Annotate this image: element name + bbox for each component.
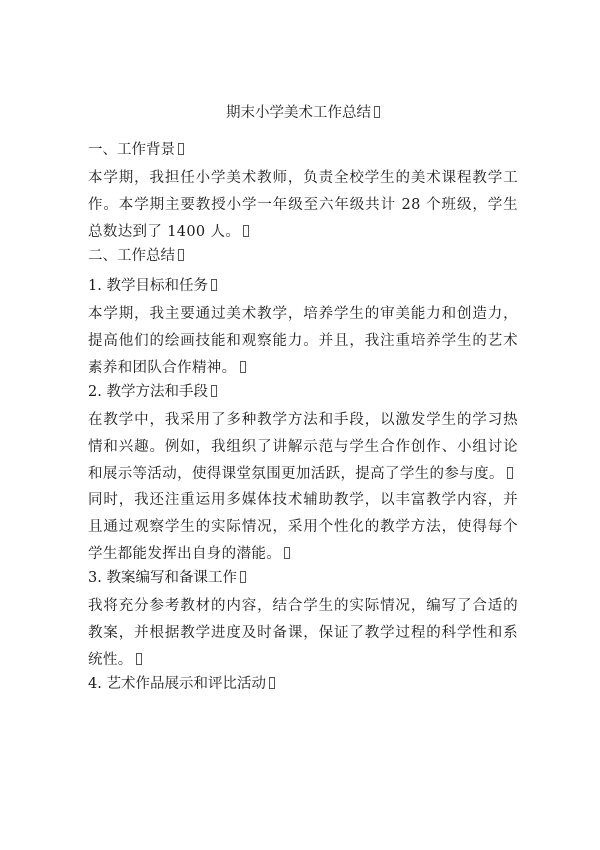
paragraph-goals: 本学期，我主要通过美术教学，培养学生的审美能力和创造力，提高他们的绘画技能和观察能力。并且，我注重培养学生的艺术素养和团队合作精神。 <box>88 306 518 376</box>
document-title: 期末小学美术工作总结 <box>88 102 518 124</box>
paragraph-mark-icon <box>178 143 184 155</box>
section-heading-summary: 二、工作总结 <box>88 245 184 267</box>
paragraph-mark-icon <box>211 385 217 397</box>
section-heading-background: 一、工作背景 <box>88 139 184 161</box>
paragraph-mark-icon <box>374 106 380 118</box>
paragraph-mark-icon <box>136 653 142 665</box>
paragraph-mark-icon <box>240 361 246 373</box>
subheading-methods: 2. 教学方法和手段 <box>88 381 217 403</box>
paragraph-background: 本学期，我担任小学美术教师，负责全校学生的美术课程教学工作。本学期主要教授小学一年级至六年级共计 28 个班级，学生总数达到了 1400 人。 <box>88 170 518 240</box>
paragraph-mark-icon <box>240 571 246 583</box>
paragraph-mark-icon <box>178 249 184 261</box>
paragraph-mark-icon <box>507 467 513 479</box>
paragraph-methods-2: 同时，我还注重运用多媒体技术辅助教学，以丰富教学内容，并且通过观察学生的实际情况，采用个性化的教学方法，使得每个学生都能发挥出自身的潜能。 <box>88 492 518 562</box>
subheading-lesson-plans: 3. 教案编写和备课工作 <box>88 567 246 589</box>
subheading-goals: 1. 教学目标和任务 <box>88 275 217 297</box>
subheading-art-exhibition: 4. 艺术作品展示和评比活动 <box>88 673 275 695</box>
paragraph-lesson-plans: 我将充分参考教材的内容，结合学生的实际情况，编写了合适的教案，并根据教学进度及时备课，保证了教学过程的科学性和系统性。 <box>88 598 518 668</box>
paragraph-methods-1: 在教学中，我采用了多种教学方法和手段，以激发学生的学习热情和兴趣。例如，我组织了讲解示范与学生合作创作、小组讨论和展示等活动，使得课堂氛围更加活跃，提高了学生的参与度。 <box>88 412 518 482</box>
paragraph-mark-icon <box>269 677 275 689</box>
paragraph-mark-icon <box>211 279 217 291</box>
paragraph-mark-icon <box>243 225 249 237</box>
paragraph-mark-icon <box>284 547 290 559</box>
